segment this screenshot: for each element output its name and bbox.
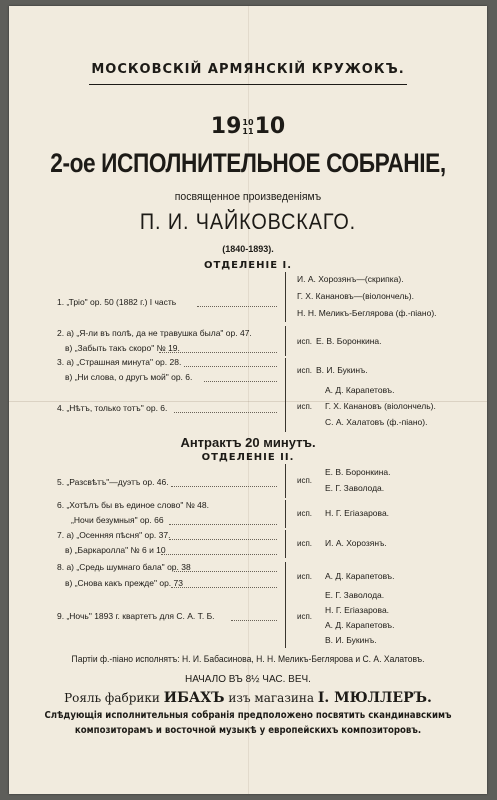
dot-leader — [184, 366, 277, 367]
season-year-start: 19 — [210, 114, 242, 139]
section-one-heading: ОТДЕЛЕНIЕ I. — [203, 260, 293, 271]
program-item: в) „Баркаролла" № 6 и 10 — [65, 545, 166, 555]
dot-leader — [161, 554, 277, 555]
season-year — [9, 114, 487, 139]
performer-name: Н. Г. Егiазарова. — [325, 605, 390, 615]
piano-mid: изъ магазина — [228, 691, 315, 705]
performed-by-label: исп. — [297, 612, 313, 621]
performer-name: Е. В. Боронкина. — [316, 336, 382, 346]
performer-brace — [285, 530, 286, 558]
performer-name: Е. Г. Заволода. — [325, 483, 385, 493]
season-fraction — [242, 118, 253, 136]
performed-by-label: исп. — [297, 572, 313, 581]
performer-name: Е. Г. Заволода. — [325, 590, 385, 600]
society-name: МОСКОВСКIЙ АРМЯНСКIЙ КРУЖОКЪ. — [91, 62, 405, 77]
future-concerts-note-line2: композиторамъ и восточной музыкѣ у европейскихъ композиторовъ. — [74, 725, 422, 736]
program-item: 7. а) „Осенняя пѣсня" ор. 37. — [57, 530, 171, 540]
performer-name: С. А. Халатовъ (ф.-пiано). — [325, 417, 428, 427]
composer-name: П. И. ЧАЙКОВСКАГО. — [139, 209, 357, 234]
performed-by-label: исп. — [297, 366, 313, 375]
performer-name: Г. Х. Канановъ—(вiолончель). — [297, 291, 414, 301]
performed-by-label: исп. — [297, 539, 313, 548]
performer-brace — [285, 326, 286, 356]
performer-name: Е. В. Боронкина. — [325, 467, 391, 477]
dedication: посвященное произведенiямъ — [174, 191, 322, 203]
performed-by-label: исп. — [297, 402, 313, 411]
dot-leader — [159, 352, 277, 353]
performer-brace — [285, 588, 286, 648]
performer-brace — [285, 272, 286, 322]
piano-sponsor — [9, 690, 487, 706]
concert-program-sheet — [9, 6, 487, 794]
concert-title: 2-ое ИСПОЛНИТЕЛЬНОЕ СОБРАНIЕ, — [50, 148, 446, 178]
performer-name: А. Д. Карапетовъ. — [325, 385, 395, 395]
piano-brand: ИБАХЪ — [163, 690, 225, 706]
dot-leader — [174, 412, 277, 413]
season-year-end: 10 — [254, 114, 286, 139]
performer-name: В. И. Букинъ. — [325, 635, 377, 645]
performer-name: И. А. Хорозянъ. — [325, 538, 387, 548]
pianists-line: Партiи ф.-пiано исполнятъ: Н. И. Бабасинова, Н. Н. Меликъ-Беглярова и С. А. Халатовъ. — [71, 654, 425, 664]
program-item: 1. „Трiо" ор. 50 (1882 г.) I часть — [57, 297, 177, 307]
season-fraction-top: 10 — [242, 118, 254, 127]
performed-by-label: исп. — [297, 509, 313, 518]
performer-name: Г. Х. Канановъ (вiолончель). — [325, 401, 436, 411]
performer-name: А. Д. Карапетовъ. — [325, 620, 395, 630]
dot-leader — [231, 620, 277, 621]
dot-leader — [171, 587, 277, 588]
header-rule — [89, 84, 407, 85]
program-item: в) „Ни слова, о другъ мой" ор. 6. — [65, 372, 193, 382]
dot-leader — [169, 539, 277, 540]
piano-shop: I. МЮЛЛЕРЪ. — [317, 690, 432, 706]
performer-brace — [285, 358, 286, 384]
future-concerts-note-line1: Слѣдующiя исполнительныя собранiя предположено посвятить скандинавскимъ — [44, 710, 452, 721]
program-item: 2. а) „Я-ли въ полѣ, да не травушка была" ор. 47. — [57, 328, 252, 338]
performed-by-label: исп. — [297, 337, 313, 346]
piano-prefix: Рояль фабрики — [64, 691, 160, 705]
performer-name: Н. Н. Меликъ-Беглярова (ф.-пiано). — [297, 308, 437, 318]
program-item: „Ночи безумныя" ор. 66 — [71, 515, 164, 525]
dot-leader — [204, 381, 277, 382]
dot-leader — [169, 524, 277, 525]
program-item: в) „Забыть такъ скоро" № 19. — [65, 343, 180, 353]
dot-leader — [171, 486, 277, 487]
performer-name: В. И. Букинъ. — [316, 365, 368, 375]
intermission: Антрактъ 20 минутъ. — [180, 435, 316, 450]
program-item: 4. „Нѣтъ, только тотъ" ор. 6. — [57, 403, 168, 413]
performed-by-label: исп. — [297, 476, 313, 485]
program-item: в) „Снова какъ прежде" ор. 73 — [65, 578, 183, 588]
season-fraction-bottom: 11 — [242, 127, 254, 136]
program-item: 6. „Хотѣлъ бы въ единое слово" № 48. — [57, 500, 209, 510]
section-two-heading: ОТДЕЛЕНIЕ II. — [201, 452, 295, 463]
composer-years: (1840-1893). — [222, 244, 274, 254]
program-item: 9. „Ночь" 1893 г. квартетъ для С. А. Т. Б. — [57, 611, 215, 621]
performer-brace — [285, 500, 286, 528]
program-item: 3. а) „Страшная минута" ор. 28. — [57, 357, 182, 367]
performer-brace — [285, 384, 286, 432]
start-time: НАЧАЛО ВЪ 8½ ЧАС. ВЕЧ. — [185, 674, 311, 685]
performer-name: Н. Г. Егiазарова. — [325, 508, 390, 518]
dot-leader — [174, 571, 277, 572]
performer-name: И. А. Хорозянъ—(скрипка). — [297, 274, 404, 284]
performer-brace — [285, 464, 286, 498]
program-item: 5. „Разсвѣтъ"—дуэтъ ор. 46. — [57, 477, 169, 487]
program-item: 8. а) „Средь шумнаго бала" ор. 38 — [57, 562, 191, 572]
performer-name: А. Д. Карапетовъ. — [325, 571, 395, 581]
dot-leader — [197, 306, 277, 307]
